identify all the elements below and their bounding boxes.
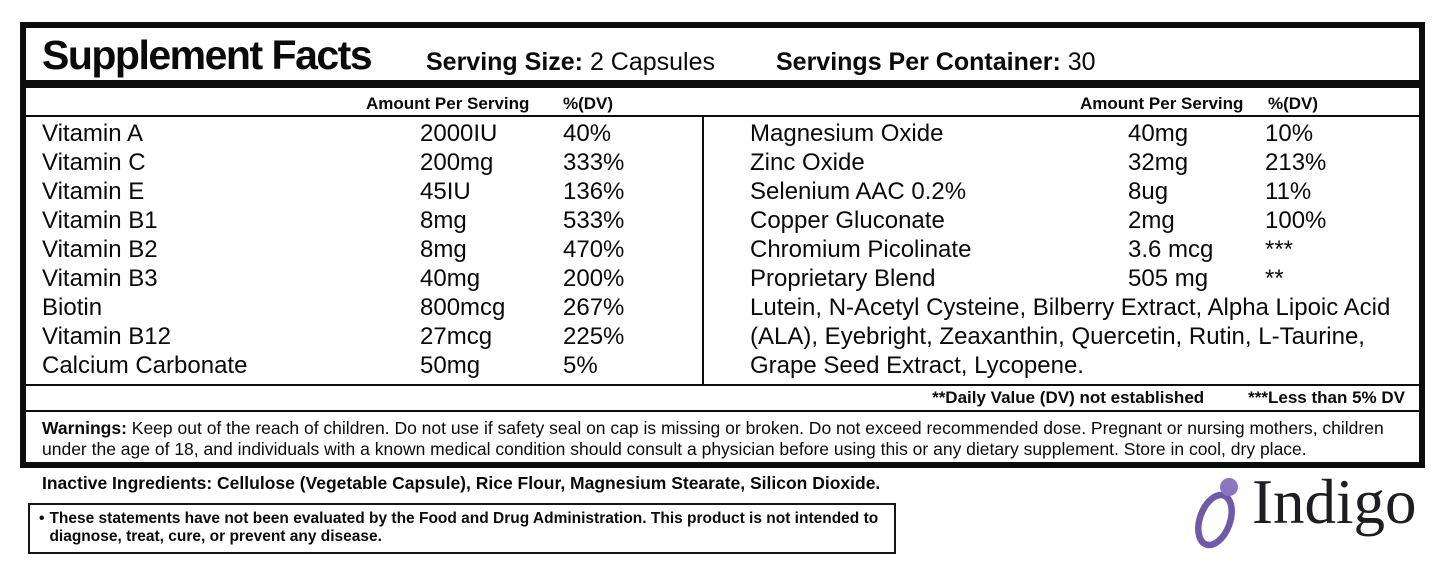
table-row <box>26 206 1419 235</box>
left-amount-header: Amount Per Serving <box>366 94 530 113</box>
serving-size <box>426 48 715 77</box>
table-row <box>26 351 702 380</box>
ingredient-amount: 40mg <box>1128 120 1189 147</box>
right-dv-header: %(DV) <box>1268 94 1319 113</box>
table-row <box>26 235 1419 264</box>
footnote-less-than-5: ***Less than 5% DV <box>1248 388 1405 407</box>
table-row <box>26 119 1419 148</box>
ingredient-amount: 2000IU <box>420 120 498 147</box>
brand-name: Indigo <box>1252 467 1417 537</box>
ingredient-dv: *** <box>1265 236 1294 263</box>
right-amount-header: Amount Per Serving <box>1080 94 1244 113</box>
ingredient-amount: 32mg <box>1128 149 1189 176</box>
servings-label: Servings Per Container: <box>776 48 1061 76</box>
ingredient-name: Chromium Picolinate <box>750 236 972 263</box>
ingredient-dv: 533% <box>563 207 625 234</box>
ingredient-name: Selenium AAC 0.2% <box>750 178 967 205</box>
table-row <box>26 177 1419 206</box>
ingredient-dv: 40% <box>563 120 612 147</box>
panel-title: Supplement Facts <box>42 32 372 78</box>
ingredient-amount: 800mcg <box>420 294 506 321</box>
ingredient-amount: 8ug <box>1128 178 1169 205</box>
proprietary-blend-description: Lutein, N-Acetyl Cysteine, Bilberry Extract, Alpha Lipoic Acid (ALA), Eyebright, Zeaxanthin, Quercetin, Rutin, L-Taurine, Grape Seed Extract, Lycopene. <box>750 294 1391 379</box>
ingredient-amount: 45IU <box>420 178 471 205</box>
footnote-band <box>26 384 1419 412</box>
ingredient-name: Vitamin B2 <box>42 236 158 263</box>
ingredient-amount: 505 mg <box>1128 265 1209 292</box>
ingredient-name: Magnesium Oxide <box>750 120 944 147</box>
table-row <box>26 264 1419 293</box>
ingredient-dv: 5% <box>563 352 598 379</box>
ingredient-dv: 136% <box>563 178 625 205</box>
warnings-paragraph <box>42 418 1412 459</box>
ingredient-amount: 2mg <box>1128 207 1175 234</box>
ingredient-name: Zinc Oxide <box>750 149 865 176</box>
bullet-point: • <box>39 510 45 527</box>
ingredient-name: Vitamin B12 <box>42 323 171 350</box>
serving-size-label: Serving Size: <box>426 48 583 76</box>
ingredient-name: Biotin <box>42 294 103 321</box>
ingredient-dv: 333% <box>563 149 625 176</box>
ingredient-name: Vitamin B3 <box>42 265 158 292</box>
servings-value: 30 <box>1060 48 1096 76</box>
ingredient-dv: 10% <box>1265 120 1314 147</box>
brand-logo <box>1186 468 1416 559</box>
servings-per-container <box>776 48 1096 77</box>
ingredient-dv: 100% <box>1265 207 1327 234</box>
ingredient-dv: 11% <box>1265 178 1312 205</box>
ingredient-name: Vitamin A <box>42 120 143 147</box>
ingredient-dv: ** <box>1265 265 1284 292</box>
inactive-ingredients: Inactive Ingredients: Cellulose (Vegetable Capsule), Rice Flour, Magnesium Stearate, Silicon Dioxide. <box>42 473 881 493</box>
ingredient-name: Vitamin E <box>42 178 145 205</box>
indigo-swirl-icon <box>1186 474 1252 559</box>
table-row <box>26 148 1419 177</box>
ingredient-amount: 8mg <box>420 207 467 234</box>
ingredient-amount: 50mg <box>420 352 481 379</box>
ingredient-amount: 27mcg <box>420 323 493 350</box>
ingredient-name: Calcium Carbonate <box>42 352 248 379</box>
ingredient-name: Proprietary Blend <box>750 265 936 292</box>
ingredient-name: Copper Gluconate <box>750 207 945 234</box>
ingredient-name: Vitamin B1 <box>42 207 158 234</box>
fda-disclaimer-box <box>28 503 896 554</box>
supplement-facts-panel <box>20 22 1425 468</box>
footnote-dv-not-established: **Daily Value (DV) not established <box>932 388 1205 407</box>
fda-disclaimer-text: These statements have not been evaluated by the Food and Drug Administration. This product is not intended to diagnose, treat, cure, or prevent any disease. <box>49 510 879 545</box>
table-row <box>26 293 702 322</box>
ingredient-amount: 40mg <box>420 265 481 292</box>
ingredient-amount: 200mg <box>420 149 494 176</box>
warnings-label: Warnings: <box>42 418 127 438</box>
table-row <box>26 322 702 351</box>
ingredient-dv: 200% <box>563 265 625 292</box>
ingredient-dv: 470% <box>563 236 625 263</box>
serving-size-value: 2 Capsules <box>583 48 716 76</box>
ingredient-amount: 8mg <box>420 236 467 263</box>
warnings-text: Keep out of the reach of children. Do not use if safety seal on cap is missing or broken. Do not exceed recommended dose. Pregnant or nursing mothers, children under the age of 18, and individuals with a known medical condition should consult a physician before using this or any dietary supplement. Store in cool, dry place. <box>42 418 1384 459</box>
ingredient-dv: 225% <box>563 323 625 350</box>
ingredient-dv: 213% <box>1265 149 1327 176</box>
column-header-underline <box>26 115 1419 117</box>
ingredient-amount: 3.6 mcg <box>1128 236 1214 263</box>
ingredient-name: Vitamin C <box>42 149 146 176</box>
header-divider-bar <box>26 80 1419 88</box>
left-dv-header: %(DV) <box>563 94 614 113</box>
ingredient-dv: 267% <box>563 294 625 321</box>
